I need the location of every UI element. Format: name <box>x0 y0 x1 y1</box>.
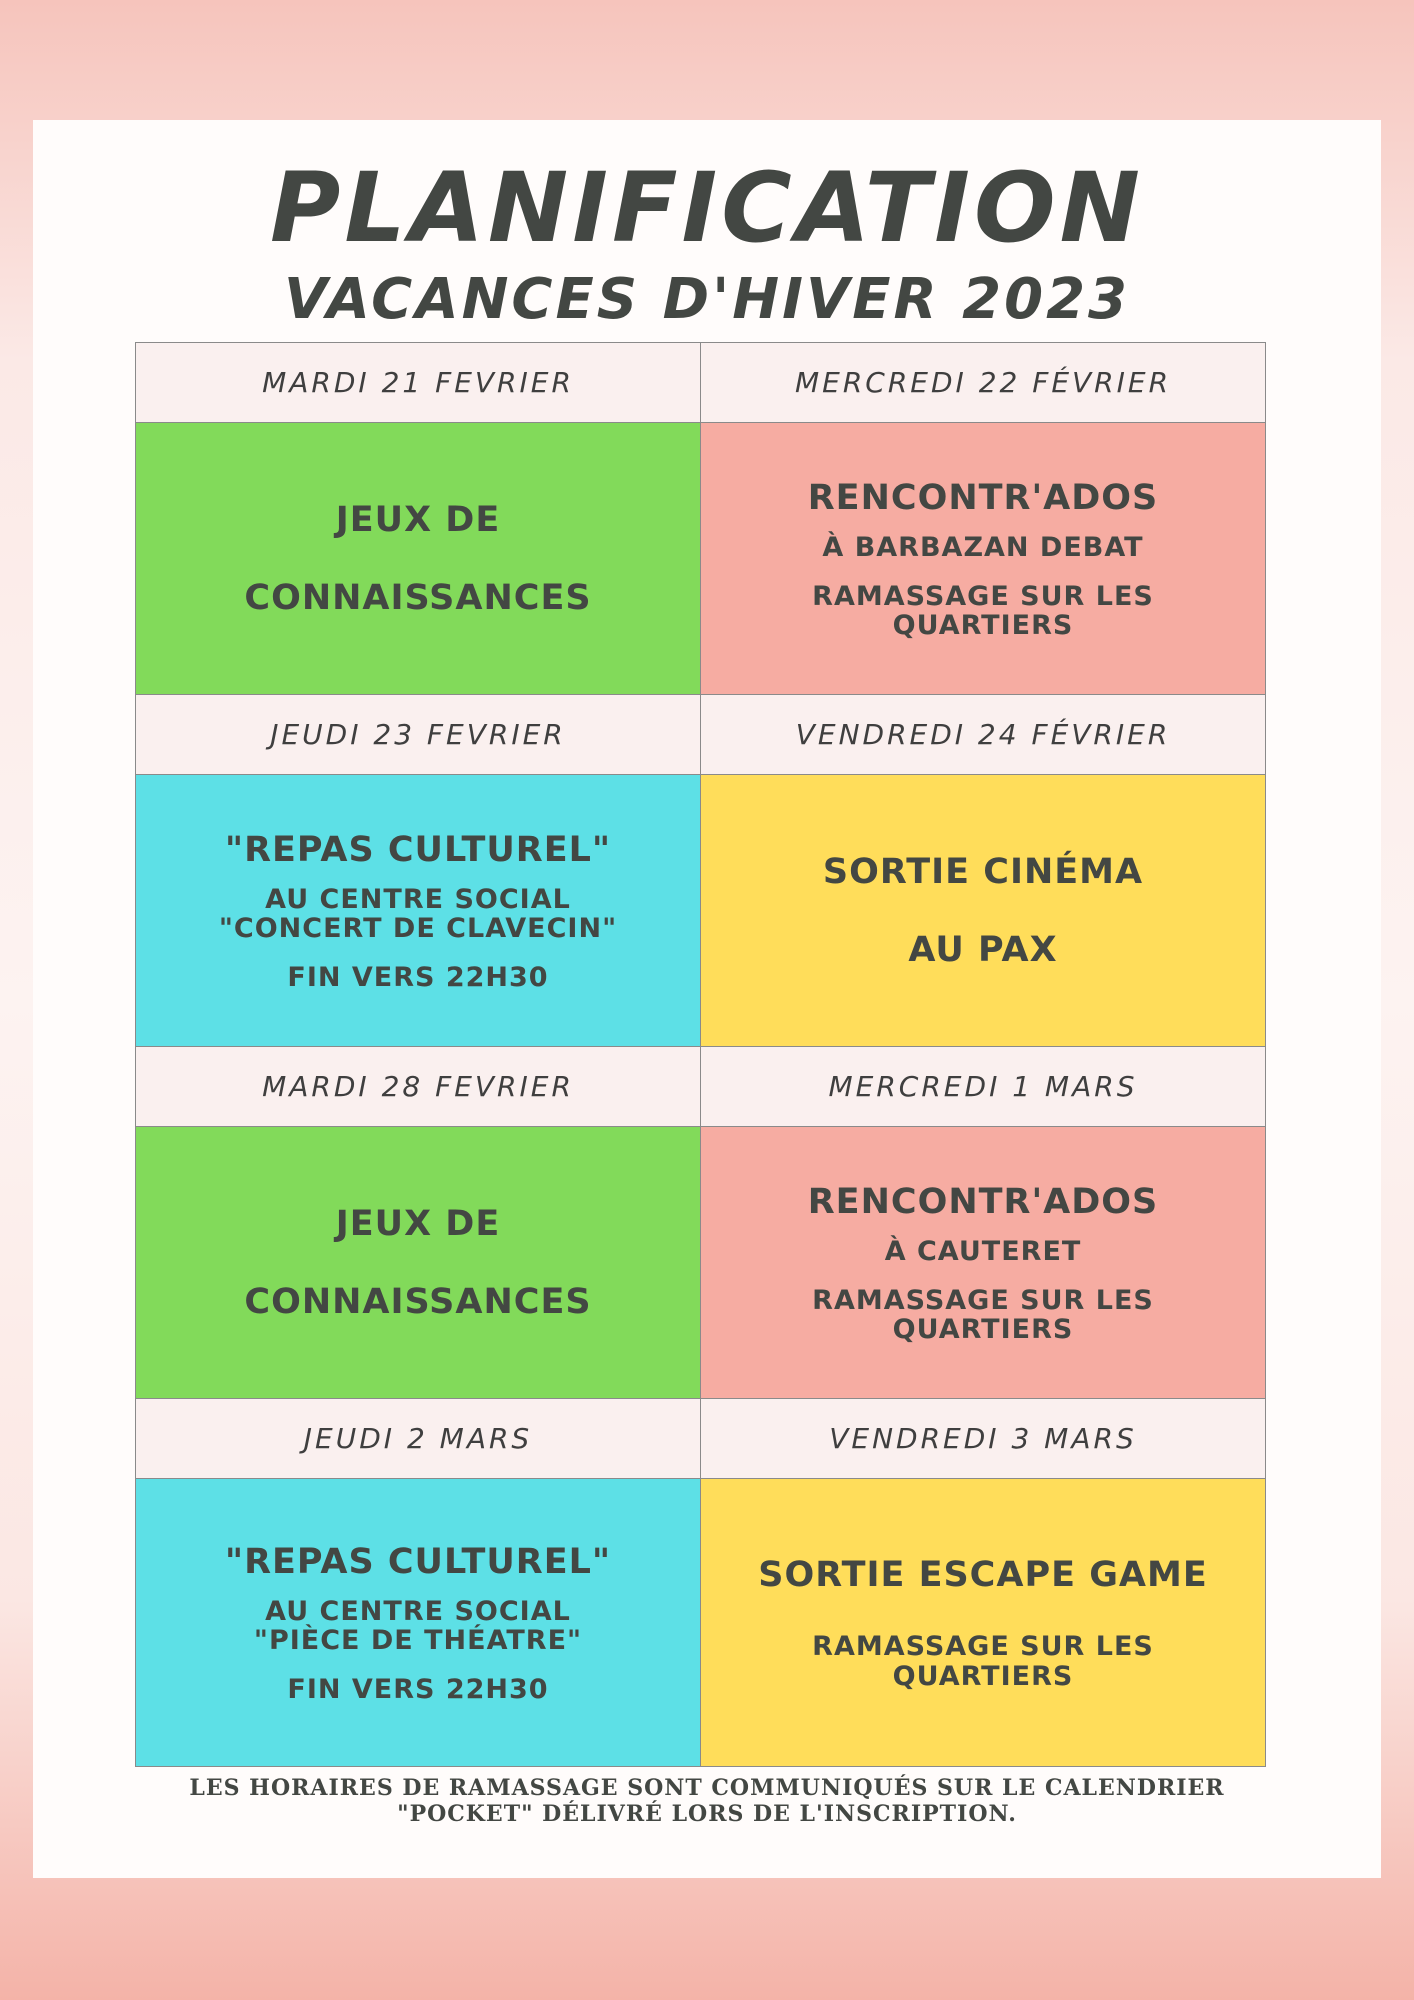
date-cell: MERCREDI 22 FÉVRIER <box>701 343 1266 423</box>
event-place: AU CENTRE SOCIAL <box>265 883 571 915</box>
event-cell-cinema <box>701 775 1266 1047</box>
date-row <box>136 1047 1266 1127</box>
event-title: CONNAISSANCES <box>244 577 592 618</box>
event-pickup: RAMASSAGE SUR LES <box>812 580 1154 612</box>
event-end-time: FIN VERS 22H30 <box>287 1674 549 1706</box>
date-cell: JEUDI 2 MARS <box>136 1399 701 1479</box>
event-title: JEUX DE <box>335 499 501 540</box>
event-title: "REPAS CULTUREL" <box>224 1541 612 1582</box>
event-cell-cultural-meal <box>136 1479 701 1767</box>
event-place: "PIÈCE DE THÉATRE" <box>253 1624 583 1656</box>
date-cell: VENDREDI 24 FÉVRIER <box>701 695 1266 775</box>
event-title: JEUX DE <box>335 1203 501 1244</box>
event-title: AU PAX <box>908 929 1058 970</box>
event-title: RENCONTR'ADOS <box>807 477 1159 518</box>
event-row <box>136 1127 1266 1399</box>
date-row <box>136 1399 1266 1479</box>
date-cell: MARDI 21 FEVRIER <box>136 343 701 423</box>
event-place: AU CENTRE SOCIAL <box>265 1595 571 1627</box>
event-cell-rencontrados <box>701 423 1266 695</box>
event-title: SORTIE CINÉMA <box>822 851 1144 892</box>
event-title: RENCONTR'ADOS <box>807 1181 1159 1222</box>
date-cell: MARDI 28 FEVRIER <box>136 1047 701 1127</box>
event-cell-knowledge-games <box>136 1127 701 1399</box>
event-place: À CAUTERET <box>884 1235 1082 1267</box>
event-cell-rencontrados <box>701 1127 1266 1399</box>
event-pickup: RAMASSAGE SUR LES <box>812 1284 1154 1316</box>
event-title: "REPAS CULTUREL" <box>224 829 612 870</box>
footer-line: "POCKET" DÉLIVRÉ LORS DE L'INSCRIPTION. <box>397 1801 1017 1828</box>
footer-line: LES HORAIRES DE RAMASSAGE SONT COMMUNIQUÉS SUR LE CALENDRIER <box>189 1775 1225 1801</box>
event-cell-cultural-meal <box>136 775 701 1047</box>
schedule-grid <box>135 342 1266 1767</box>
event-place: À BARBAZAN DEBAT <box>822 531 1144 563</box>
event-pickup: QUARTIERS <box>892 1314 1074 1346</box>
event-row <box>136 775 1266 1047</box>
event-place: "CONCERT DE CLAVECIN" <box>218 912 618 944</box>
date-row <box>136 695 1266 775</box>
event-pickup: QUARTIERS <box>892 1660 1074 1692</box>
event-title: SORTIE ESCAPE GAME <box>758 1555 1208 1596</box>
page-title: PLANIFICATION <box>270 152 1144 264</box>
event-end-time: FIN VERS 22H30 <box>287 962 549 994</box>
date-row <box>136 343 1266 423</box>
event-cell-knowledge-games <box>136 423 701 695</box>
date-cell: JEUDI 23 FEVRIER <box>136 695 701 775</box>
event-row <box>136 423 1266 695</box>
event-row <box>136 1479 1266 1767</box>
page-subtitle: VACANCES D'HIVER 2023 <box>283 267 1131 332</box>
event-cell-escape-game <box>701 1479 1266 1767</box>
event-title: CONNAISSANCES <box>244 1281 592 1322</box>
event-pickup: QUARTIERS <box>892 610 1074 642</box>
date-cell: VENDREDI 3 MARS <box>701 1399 1266 1479</box>
planning-card <box>33 120 1381 1878</box>
event-pickup: RAMASSAGE SUR LES <box>812 1631 1154 1663</box>
footer-note <box>33 1775 1381 1828</box>
date-cell: MERCREDI 1 MARS <box>701 1047 1266 1127</box>
